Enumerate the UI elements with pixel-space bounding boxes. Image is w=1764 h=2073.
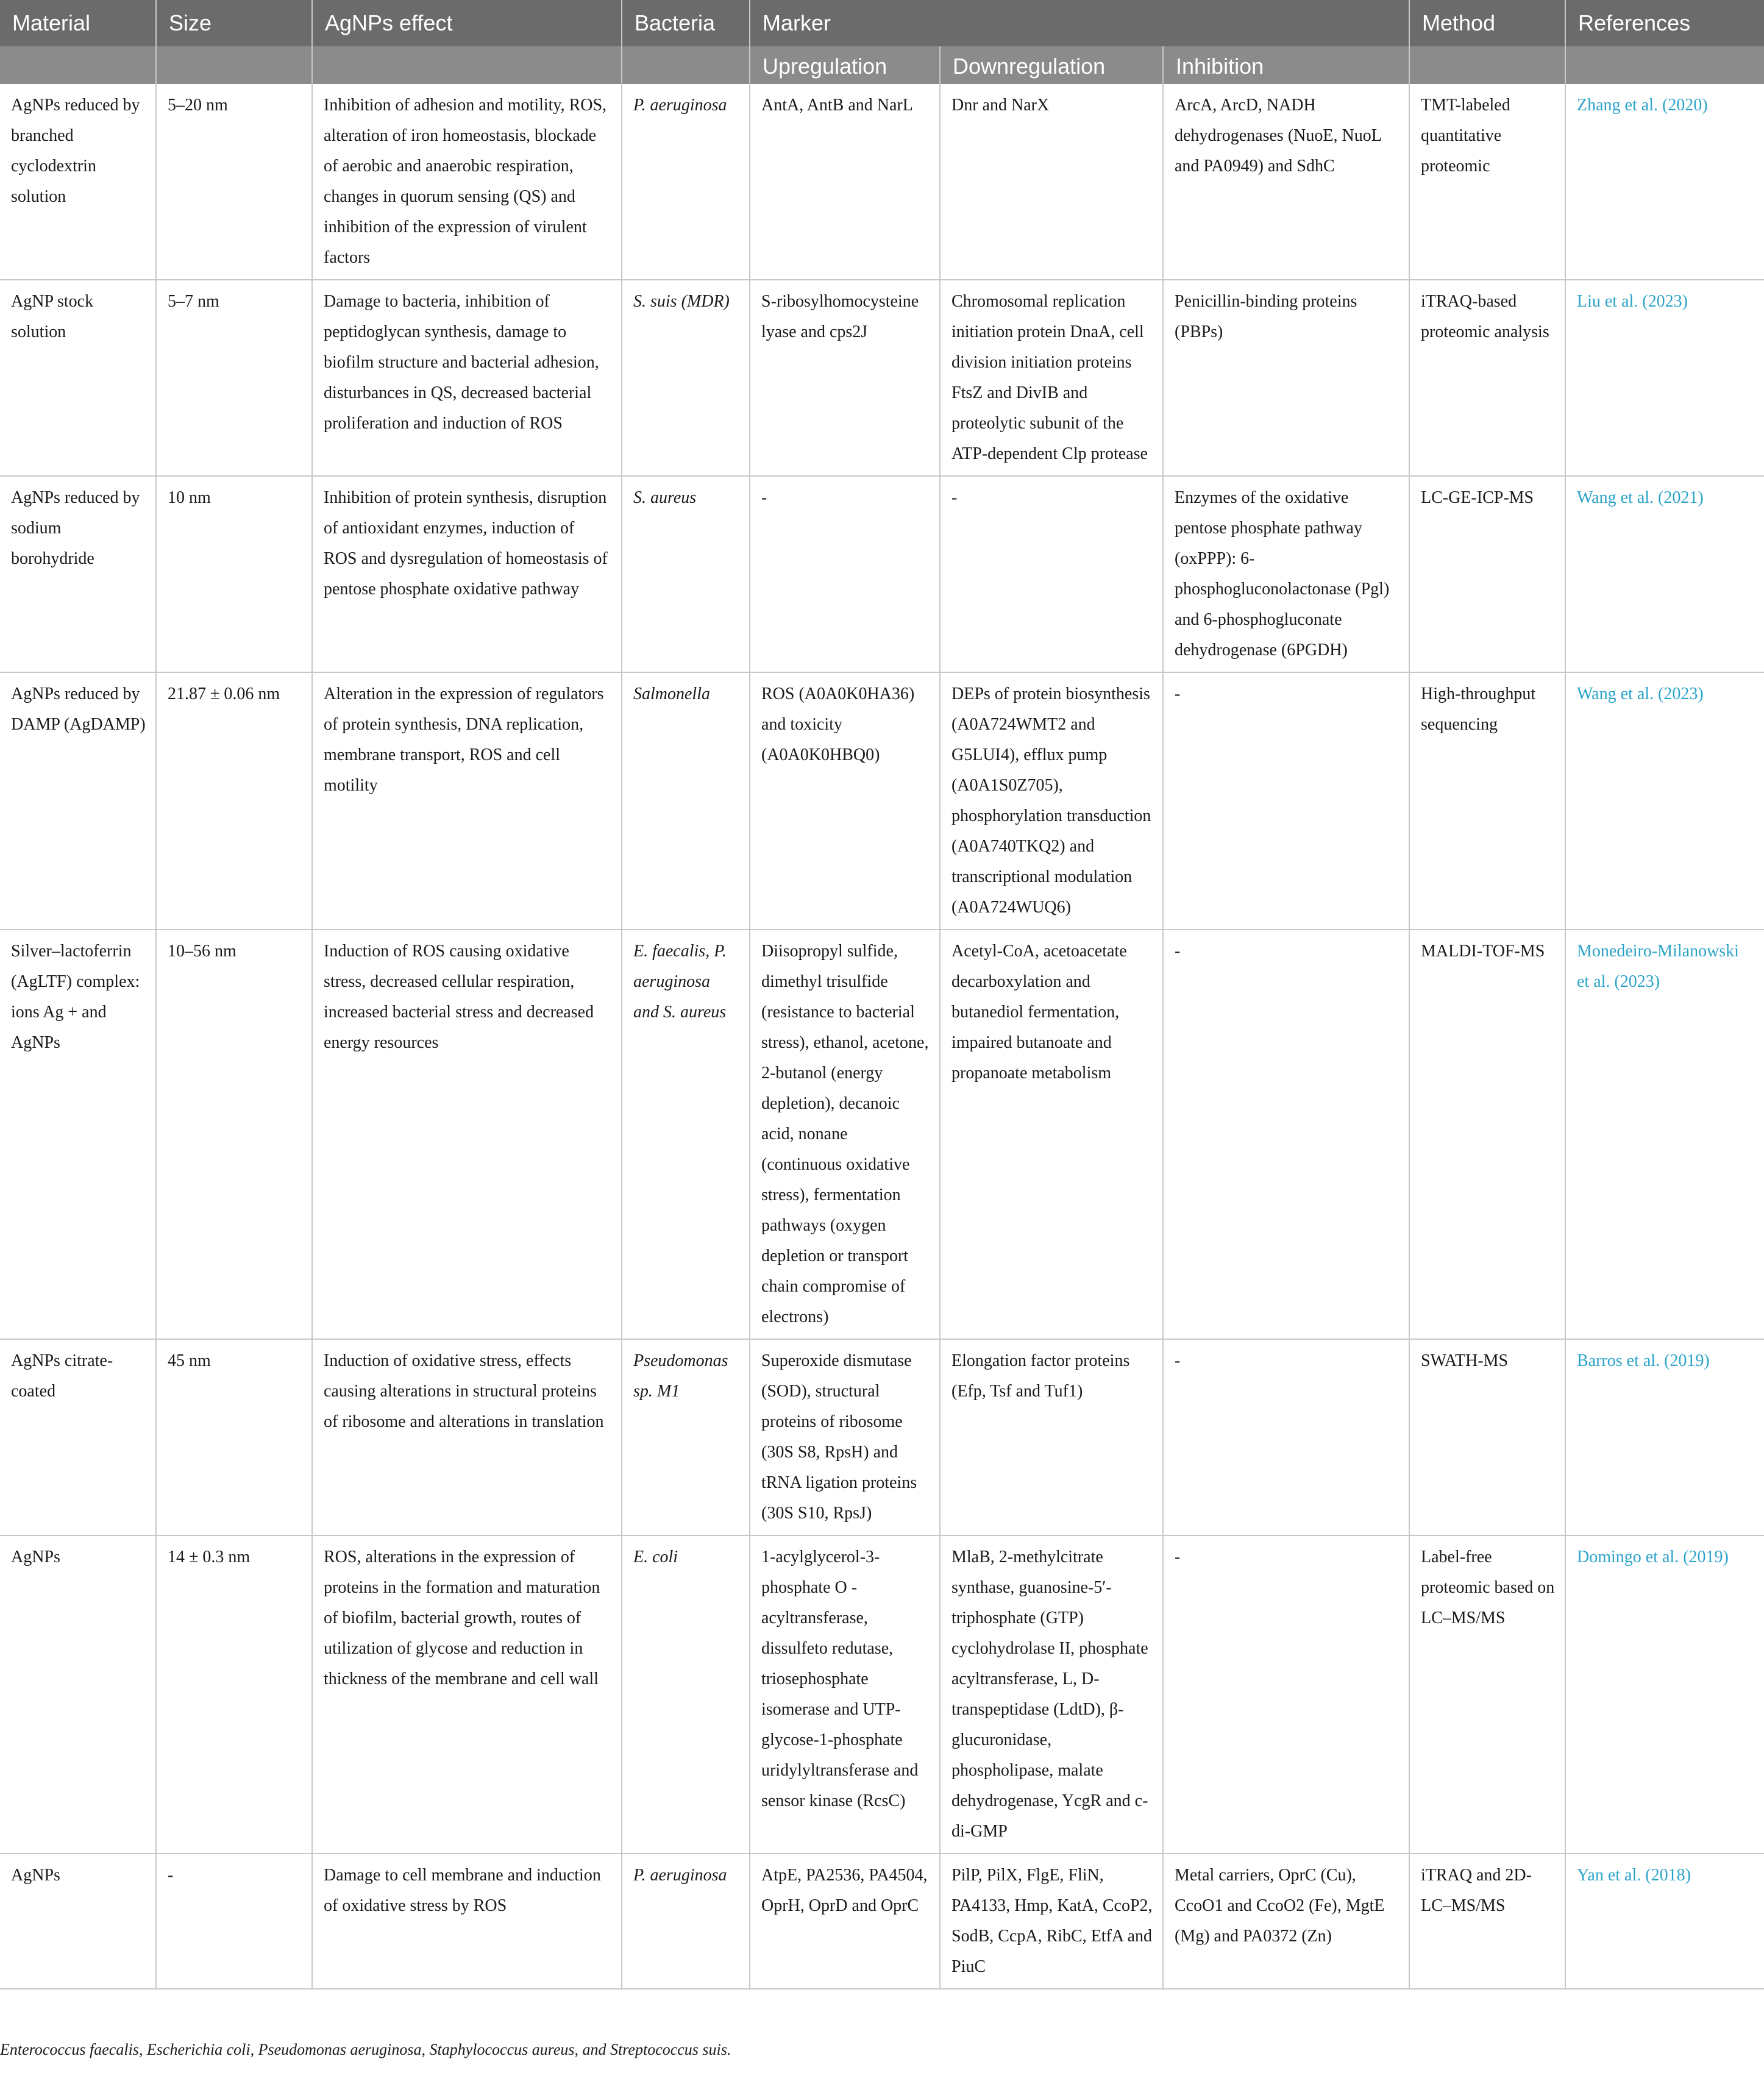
header-row-secondary <box>0 46 1764 84</box>
cell-upregulation: Diisopropyl sulfide, dimethyl trisulfide (resistance to bacterial stress), ethanol, acetone, 2-butanol (energy depletion), decanoic acid, nonane (continuous oxidative stress), fermentation pathways (oxygen depletion or transport chain compromise of electrons) <box>750 930 940 1339</box>
cell-effect: Damage to cell membrane and induction of oxidative stress by ROS <box>312 1854 622 1989</box>
cell-size: - <box>156 1854 312 1989</box>
table-row <box>0 1535 1764 1854</box>
cell-downregulation: MlaB, 2-methylcitrate synthase, guanosine-5′-triphosphate (GTP) cyclohydrolase II, phosphate acyltransferase, L, D-transpeptidase (LdtD), β-glucuronidase, phospholipase, malate dehydrogenase, YcgR and c-di-GMP <box>940 1535 1163 1854</box>
header-blank-effect <box>312 46 622 84</box>
table-row <box>0 84 1764 280</box>
cell-size: 14 ± 0.3 nm <box>156 1535 312 1854</box>
header-inhibition: Inhibition <box>1163 46 1409 84</box>
cell-material: AgNPs reduced by sodium borohydride <box>0 476 156 672</box>
cell-downregulation: Chromosomal replication initiation protein DnaA, cell division initiation proteins FtsZ and DivIB and proteolytic subunit of the ATP-dependent Clp protease <box>940 280 1163 476</box>
cell-bacteria: E. faecalis, P. aeruginosa and S. aureus <box>622 930 750 1339</box>
cell-material: AgNPs <box>0 1535 156 1854</box>
cell-material: AgNPs reduced by DAMP (AgDAMP) <box>0 672 156 930</box>
cell-effect: Inhibition of adhesion and motility, ROS, alteration of iron homeostasis, blockade of aerobic and anaerobic respiration, changes in quorum sensing (QS) and inhibition of the expression of virulent factors <box>312 84 622 280</box>
cell-downregulation: Elongation factor proteins (Efp, Tsf and Tuf1) <box>940 1339 1163 1535</box>
header-downregulation: Downregulation <box>940 46 1163 84</box>
cell-effect: Alteration in the expression of regulators of protein synthesis, DNA replication, membrane transport, ROS and cell motility <box>312 672 622 930</box>
reference-link[interactable]: Domingo et al. (2019) <box>1565 1535 1764 1854</box>
cell-downregulation: DEPs of protein biosynthesis (A0A724WMT2 and G5LUI4), efflux pump (A0A1S0Z705), phosphorylation transduction (A0A740TKQ2) and transcriptional modulation (A0A724WUQ6) <box>940 672 1163 930</box>
cell-material: AgNPs <box>0 1854 156 1989</box>
cell-effect: Damage to bacteria, inhibition of peptidoglycan synthesis, damage to biofilm structure and bacterial adhesion, disturbances in QS, decreased bacterial proliferation and induction of ROS <box>312 280 622 476</box>
reference-link[interactable]: Liu et al. (2023) <box>1565 280 1764 476</box>
header-method: Method <box>1409 0 1565 46</box>
cell-inhibition: - <box>1163 1339 1409 1535</box>
header-blank-size <box>156 46 312 84</box>
cell-downregulation: Dnr and NarX <box>940 84 1163 280</box>
cell-size: 10 nm <box>156 476 312 672</box>
table-header <box>0 0 1764 84</box>
table-row <box>0 280 1764 476</box>
cell-upregulation: - <box>750 476 940 672</box>
table-row <box>0 1854 1764 1989</box>
cell-size: 5–7 nm <box>156 280 312 476</box>
cell-bacteria: Pseudomonas sp. M1 <box>622 1339 750 1535</box>
table-body <box>0 84 1764 1989</box>
table-row <box>0 672 1764 930</box>
cell-method: iTRAQ and 2D-LC–MS/MS <box>1409 1854 1565 1989</box>
table-footnote: Enterococcus faecalis, Escherichia coli, Pseudomonas aeruginosa, Staphylococcus aureus, and Streptococcus suis. <box>0 2041 731 2058</box>
header-references: References <box>1565 0 1764 46</box>
header-blank-bacteria <box>622 46 750 84</box>
cell-inhibition: - <box>1163 1535 1409 1854</box>
cell-size: 10–56 nm <box>156 930 312 1339</box>
cell-upregulation: AntA, AntB and NarL <box>750 84 940 280</box>
cell-bacteria: S. aureus <box>622 476 750 672</box>
header-marker: Marker <box>750 0 1409 46</box>
cell-material: AgNPs citrate-coated <box>0 1339 156 1535</box>
cell-method: MALDI-TOF-MS <box>1409 930 1565 1339</box>
cell-inhibition: Metal carriers, OprC (Cu), CcoO1 and CcoO2 (Fe), MgtE (Mg) and PA0372 (Zn) <box>1163 1854 1409 1989</box>
cell-downregulation: - <box>940 476 1163 672</box>
cell-inhibition: - <box>1163 672 1409 930</box>
header-blank-method <box>1409 46 1565 84</box>
cell-upregulation: 1-acylglycerol-3-phosphate O -acyltransferase, dissulfeto redutase, triosephosphate isomerase and UTP-glycose-1-phosphate uridylyltransferase and sensor kinase (RcsC) <box>750 1535 940 1854</box>
cell-method: TMT-labeled quantitative proteomic <box>1409 84 1565 280</box>
reference-link[interactable]: Yan et al. (2018) <box>1565 1854 1764 1989</box>
cell-size: 21.87 ± 0.06 nm <box>156 672 312 930</box>
cell-inhibition: ArcA, ArcD, NADH dehydrogenases (NuoE, NuoL and PA0949) and SdhC <box>1163 84 1409 280</box>
reference-link[interactable]: Zhang et al. (2020) <box>1565 84 1764 280</box>
reference-link[interactable]: Barros et al. (2019) <box>1565 1339 1764 1535</box>
header-material: Material <box>0 0 156 46</box>
cell-effect: ROS, alterations in the expression of proteins in the formation and maturation of biofilm, bacterial growth, routes of utilization of glycose and reduction in thickness of the membrane and cell wall <box>312 1535 622 1854</box>
cell-effect: Inhibition of protein synthesis, disruption of antioxidant enzymes, induction of ROS and dysregulation of homeostasis of pentose phosphate oxidative pathway <box>312 476 622 672</box>
reference-link[interactable]: Monedeiro-Milanowski et al. (2023) <box>1565 930 1764 1339</box>
cell-method: LC-GE-ICP-MS <box>1409 476 1565 672</box>
cell-bacteria: E. coli <box>622 1535 750 1854</box>
cell-inhibition: Enzymes of the oxidative pentose phosphate pathway (oxPPP): 6-phosphogluconolactonase (Pgl) and 6-phosphogluconate dehydrogenase (6PGDH) <box>1163 476 1409 672</box>
cell-material: AgNPs reduced by branched cyclodextrin solution <box>0 84 156 280</box>
cell-method: High-throughput sequencing <box>1409 672 1565 930</box>
header-blank-references <box>1565 46 1764 84</box>
cell-method: SWATH-MS <box>1409 1339 1565 1535</box>
cell-inhibition: - <box>1163 930 1409 1339</box>
cell-bacteria: S. suis (MDR) <box>622 280 750 476</box>
table-row <box>0 930 1764 1339</box>
cell-size: 5–20 nm <box>156 84 312 280</box>
header-row-primary <box>0 0 1764 46</box>
header-upregulation: Upregulation <box>750 46 940 84</box>
table-row <box>0 1339 1764 1535</box>
reference-link[interactable]: Wang et al. (2021) <box>1565 476 1764 672</box>
reference-link[interactable]: Wang et al. (2023) <box>1565 672 1764 930</box>
cell-method: Label-free proteomic based on LC–MS/MS <box>1409 1535 1565 1854</box>
table-row <box>0 476 1764 672</box>
cell-material: Silver–lactoferrin (AgLTF) complex: ions Ag + and AgNPs <box>0 930 156 1339</box>
cell-method: iTRAQ-based proteomic analysis <box>1409 280 1565 476</box>
cell-bacteria: Salmonella <box>622 672 750 930</box>
cell-inhibition: Penicillin-binding proteins (PBPs) <box>1163 280 1409 476</box>
cell-material: AgNP stock solution <box>0 280 156 476</box>
header-size: Size <box>156 0 312 46</box>
cell-bacteria: P. aeruginosa <box>622 84 750 280</box>
header-bacteria: Bacteria <box>622 0 750 46</box>
cell-upregulation: ROS (A0A0K0HA36) and toxicity (A0A0K0HBQ0) <box>750 672 940 930</box>
header-blank-material <box>0 46 156 84</box>
cell-upregulation: S-ribosylhomocysteine lyase and cps2J <box>750 280 940 476</box>
cell-effect: Induction of ROS causing oxidative stress, decreased cellular respiration, increased bacterial stress and decreased energy resources <box>312 930 622 1339</box>
cell-upregulation: AtpE, PA2536, PA4504, OprH, OprD and OprC <box>750 1854 940 1989</box>
cell-downregulation: PilP, PilX, FlgE, FliN, PA4133, Hmp, KatA, CcoP2, SodB, CcpA, RibC, EtfA and PiuC <box>940 1854 1163 1989</box>
header-effect: AgNPs effect <box>312 0 622 46</box>
cell-downregulation: Acetyl-CoA, acetoacetate decarboxylation and butanediol fermentation, impaired butanoate and propanoate metabolism <box>940 930 1163 1339</box>
cell-effect: Induction of oxidative stress, effects causing alterations in structural proteins of ribosome and alterations in translation <box>312 1339 622 1535</box>
cell-size: 45 nm <box>156 1339 312 1535</box>
cell-bacteria: P. aeruginosa <box>622 1854 750 1989</box>
cell-upregulation: Superoxide dismutase (SOD), structural proteins of ribosome (30S S8, RpsH) and tRNA ligation proteins (30S S10, RpsJ) <box>750 1339 940 1535</box>
